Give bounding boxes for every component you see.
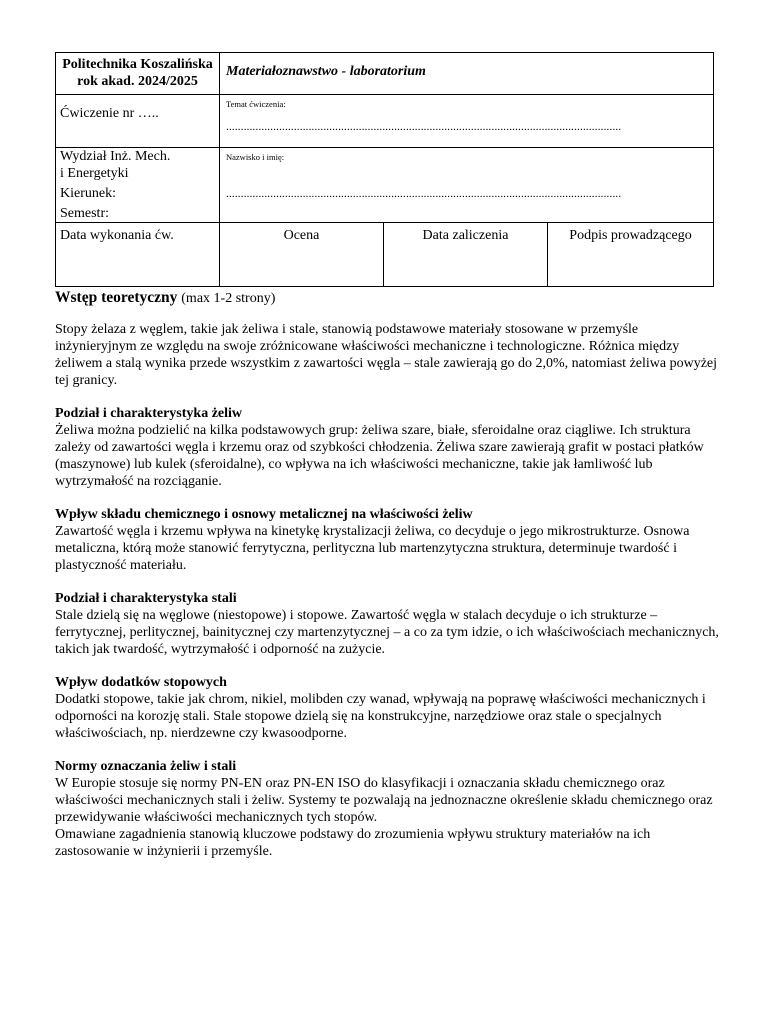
section-text-standards: W Europie stosuje się normy PN-EN oraz PN-EN ISO do klasyfikacji i oznaczania składu chemicznego oraz właściwości mechanicznych stali i żeliw. Systemy te pozwalają na jednoznaczne określenie składu chemicznego oraz przewidywanie właściwości mechanicznych tych stopów. (55, 776, 713, 825)
section-text-cast-iron: Żeliwa można podzielić na kilka podstawowych grup: żeliwa szare, białe, sferoidalne oraz ciągliwe. Ich struktura zależy od zawartości węgla i krzemu oraz od szybkości chłodzenia. Żeliwa szare zawierają grafit w postaci płatków (maszynowe) lub kulek (sferoidalne), co wpływa na ich właściwości mechaniczne, takie jak łamliwość lub wytrzymałość na rozciąganie. (55, 423, 704, 489)
academic-year: rok akad. 2024/2025 (77, 74, 198, 89)
date-done-cell: Data wykonania ćw. (56, 223, 220, 287)
name-cell (220, 148, 714, 223)
section-text-summary: Omawiane zagadnienia stanowią kluczowe podstawy do zrozumienia wpływu struktury materiałów na ich zastosowanie w inżynierii i przemyśle. (55, 827, 651, 859)
section-title-cast-iron: Podział i charakterystyka żeliw (55, 406, 243, 421)
section-title-alloying: Wpływ dodatków stopowych (55, 675, 227, 690)
pass-date-cell: Data zaliczenia (384, 223, 548, 287)
name-fill-line: ...................................................................................................................................... (226, 188, 622, 200)
header-table (55, 52, 714, 287)
topic-fill-line: ...................................................................................................................................... (226, 121, 622, 133)
section-title-steel: Podział i charakterystyka stali (55, 591, 237, 606)
faculty-cell (56, 148, 220, 223)
topic-label: Temat ćwiczenia: (226, 99, 286, 109)
intro-note: (max 1-2 strony) (181, 291, 276, 306)
faculty-line-1: Wydział Inż. Mech. (60, 149, 171, 164)
section-title-standards: Normy oznaczania żeliw i stali (55, 759, 237, 774)
exercise-number: Ćwiczenie nr ….. (56, 95, 220, 148)
intro-paragraph: Stopy żelaza z węglem, takie jak żeliwa i stale, stanowią podstawowe materiały stosowane w przemyśle inżynieryjnym ze względu na swoje zróżnicowane właściwości mechaniczne i technologiczne. Różnica między żeliwem a stalą wynika przede wszystkim z zawartości węgla – stale zawierają go do 2,0%, natomiast żeliwa powyżej tej granicy. (55, 322, 718, 388)
semester-label: Semestr: (60, 206, 109, 221)
university-name: Politechnika Koszalińska (62, 57, 213, 72)
name-label: Nazwisko i imię: (226, 152, 285, 162)
intro-heading (55, 288, 720, 308)
faculty-line-2: i Energetyki (60, 166, 129, 181)
section-text-alloying: Dodatki stopowe, takie jak chrom, nikiel, molibden czy wanad, wpływają na poprawę właściwości mechanicznych i odporności na korozję stali. Stale stopowe dzielą się na konstrukcyjne, narzędziowe oraz stale o specjalnych właściwościach, np. nierdzewne czy kwasoodporne. (55, 692, 706, 741)
document-body (55, 288, 720, 860)
university-cell (56, 53, 220, 95)
grade-cell: Ocena (220, 223, 384, 287)
signature-cell: Podpis prowadzącego (548, 223, 714, 287)
direction-label: Kierunek: (60, 186, 116, 201)
section-text-composition: Zawartość węgla i krzemu wpływa na kinetykę krystalizacji żeliwa, co decyduje o jego mikrostrukturze. Osnowa metaliczna, którą może stanowić ferrytyczna, perlityczna lub martenzytyczna struktura, determinuje twardość i plastyczność materiału. (55, 524, 690, 573)
subject-title: Materiałoznawstwo - laboratorium (220, 53, 714, 95)
intro-title: Wstęp teoretyczny (55, 289, 178, 306)
section-title-composition: Wpływ składu chemicznego i osnowy metalicznej na właściwości żeliw (55, 507, 473, 522)
topic-cell (220, 95, 714, 148)
section-text-steel: Stale dzielą się na węglowe (niestopowe) i stopowe. Zawartość węgla w stalach decyduje o ich strukturze – ferrytycznej, perlitycznej, bainitycznej czy martenzytycznej – a co za tym idzie, o ich właściwościach mechanicznych, takich jak twardość, wytrzymałość i odporność na zużycie. (55, 608, 719, 657)
